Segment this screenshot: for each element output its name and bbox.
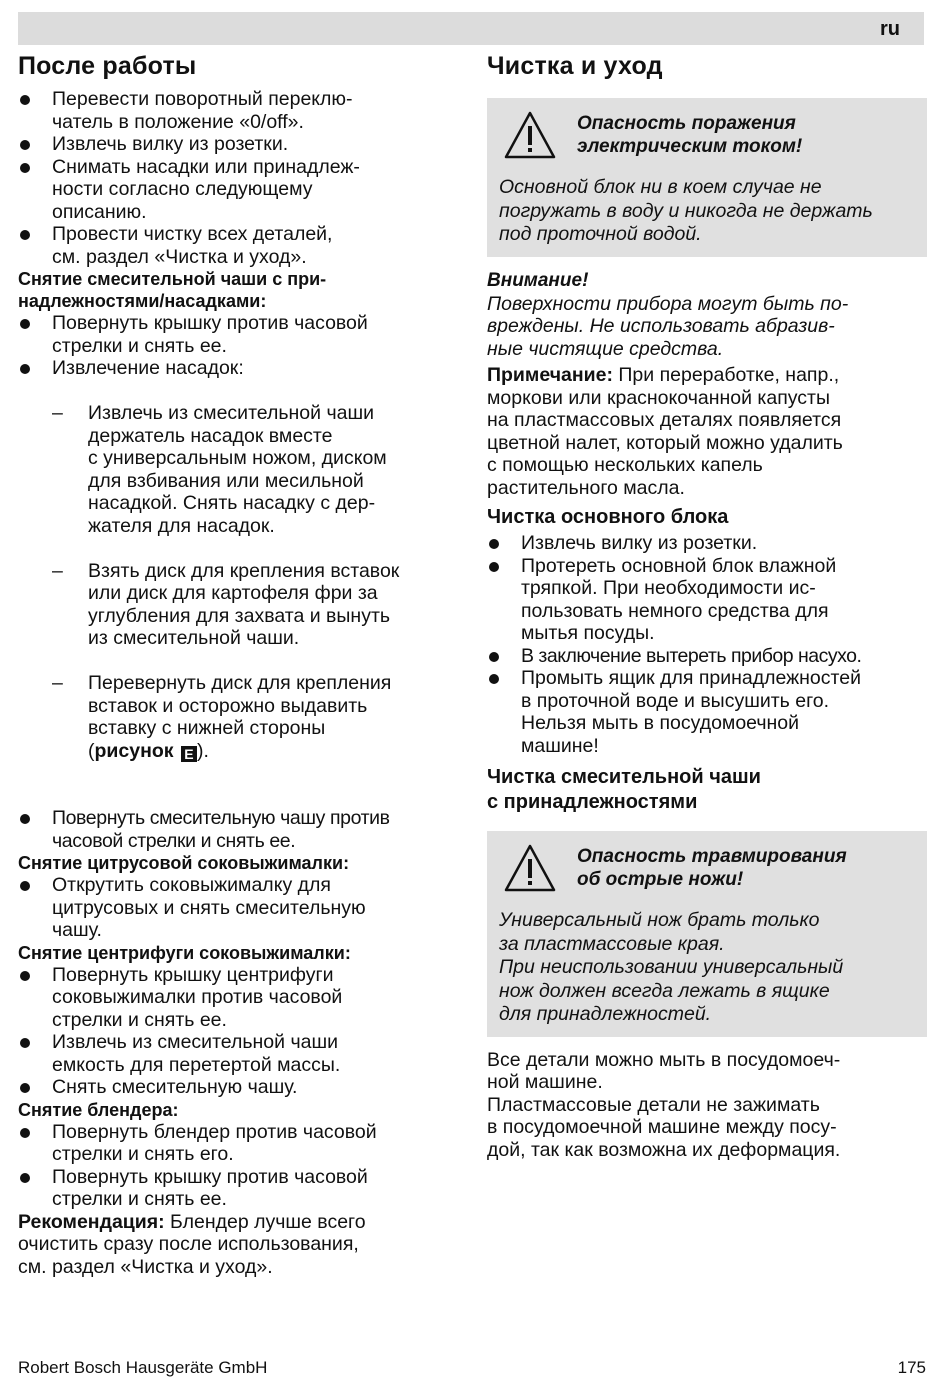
- dishwasher-note: Все детали можно мыть в посудомоеч- ной машине. Пластмассовые детали не зажимать в посудомоечной машине между посу- дой, так как возможна их деформация.: [487, 1048, 841, 1161]
- citrus-subheading: Снятие цитрусовой соковыжималки:: [18, 853, 350, 873]
- electric-shock-warning: [487, 98, 927, 257]
- note: [487, 364, 927, 499]
- base-cleaning-list: [487, 532, 927, 757]
- figure-label: рисунок: [94, 739, 174, 762]
- bullet-text: Повернуть крышку против часовой стрелки и снять ее.: [52, 1165, 368, 1210]
- blender-subheading: Снятие блендера:: [18, 1099, 179, 1120]
- base-cleaning-heading: Чистка основного блока: [487, 506, 729, 528]
- dash-text: Перевернуть диск для крепления вставок и осторожно выдавить вставку с нижней стороны: [88, 672, 392, 739]
- dash-item: [52, 560, 458, 650]
- warning-text: Универсальный нож брать только за пластмассовые края. При неиспользовании универсальный нож должен всегда лежать в ящике для принадлежностей.: [499, 909, 844, 1025]
- attention-text: Поверхности прибора могут быть по- вреждены. Не использовать абразив- ные чистящие средства.: [487, 292, 849, 360]
- header-bar: [18, 12, 924, 45]
- bullet-text: Извлечь из смесительной чаши емкость для перетертой массы.: [52, 1031, 341, 1076]
- centrifuge-subheading: Снятие центрифуги соковыжималки:: [18, 942, 351, 963]
- bullet-text: Повернуть блендер против часовой стрелки и снять его.: [52, 1120, 377, 1165]
- warning-triangle-icon: [503, 110, 557, 160]
- footer-company: Robert Bosch Hausgeräte GmbH: [18, 1358, 268, 1377]
- list-item: [487, 532, 927, 555]
- dash-text: Взять диск для крепления вставок или диск для картофеля фри за углубления для захвата и вынуть из смесительной чаши.: [88, 559, 400, 649]
- list-item: [18, 1166, 458, 1211]
- right-column: [487, 50, 927, 1161]
- bullet-text: Повернуть крышку против часовой стрелки и снять ее.: [52, 312, 368, 357]
- bullet-text: Протереть основной блок влажной тряпкой. При необходимости ис- пользовать немного средства для мытья посуды.: [521, 554, 837, 644]
- dash-text: Извлечь из смесительной чаши держатель насадок вместе с универсальным ножом, диском для взбивания или месильной насадкой. Снять насадку с дер- жателя для насадок.: [88, 402, 387, 537]
- warning-triangle-icon: [503, 843, 557, 893]
- dash-item: [52, 402, 458, 537]
- citrus-list: [18, 874, 458, 942]
- attention-title: Внимание!: [487, 269, 589, 291]
- list-item: [487, 555, 927, 645]
- list-item: [18, 88, 458, 133]
- figure-reference: [95, 740, 197, 762]
- dash-list: [52, 380, 458, 785]
- bullet-text: В заключение вытереть прибор насухо.: [521, 644, 862, 667]
- page-number: 175: [897, 1358, 926, 1377]
- warning-text: Основной блок ни в коем случае не погружать в воду и никогда не держать под проточной водой.: [499, 176, 873, 245]
- note-text: При переработке, напр., моркови или краснокочанной капусты на пластмассовых деталях появляется цветной налет, который можно удалить с помощью нескольких капель растительного масла.: [487, 364, 843, 499]
- list-item: [487, 667, 927, 757]
- blender-list: [18, 1121, 458, 1211]
- recommendation: [18, 1211, 458, 1279]
- sharp-knives-warning: [487, 831, 927, 1037]
- recommendation-label: Рекомендация:: [18, 1210, 165, 1233]
- bullet-text: Провести чистку всех деталей, см. раздел «Чистка и уход».: [52, 223, 333, 268]
- list-item: [18, 1031, 458, 1076]
- intro-list: [18, 88, 458, 268]
- bullet-text: Повернуть крышку центрифуги соковыжималки против часовой стрелки и снять ее.: [52, 963, 343, 1031]
- remove-bowl-list: [18, 312, 458, 852]
- remove-bowl-subheading: Снятие смесительной чаши с при- надлежностями/насадками:: [18, 269, 327, 311]
- list-item: [18, 156, 458, 224]
- left-column: [18, 50, 458, 1278]
- bowl-cleaning-heading: Чистка смесительной чаши с принадлежностями: [487, 766, 761, 813]
- bullet-text: Повернуть смесительную чашу против часовой стрелки и снять ее.: [52, 807, 390, 852]
- bullet-text: Извлечение насадок:: [52, 357, 244, 379]
- bullet-text: Снимать насадки или принадлеж- ности согласно следующему описанию.: [52, 155, 360, 223]
- warning-title: Опасность поражения электрическим током!: [577, 113, 803, 157]
- list-item: [18, 223, 458, 268]
- bullet-text: Снять смесительную чашу.: [52, 1076, 298, 1098]
- bullet-text: Извлечь вилку из розетки.: [521, 532, 758, 554]
- centrifuge-list: [18, 964, 458, 1099]
- list-item: [18, 312, 458, 357]
- dash-item: – Перевернуть диск для крепления вставок и осторожно выдавить вставку с нижней стороны (рисунок E ).: [52, 672, 458, 762]
- list-item: [18, 874, 458, 942]
- recommendation-text: Блендер лучше всего очистить сразу после использования, см. раздел «Чистка и уход».: [18, 1210, 366, 1278]
- bullet-text: Извлечь вилку из розетки.: [52, 133, 289, 155]
- list-item: [18, 1076, 458, 1099]
- bullet-text: Открутить соковыжималку для цитрусовых и снять смесительную чашу.: [52, 874, 366, 941]
- warning-title: Опасность травмирования об острые ножи!: [577, 846, 847, 890]
- list-item: [18, 807, 458, 852]
- list-item: [18, 964, 458, 1032]
- after-work-heading: После работы: [18, 52, 197, 80]
- language-code: ru: [880, 18, 900, 40]
- note-label: Примечание:: [487, 364, 613, 386]
- list-item: [18, 1121, 458, 1166]
- cleaning-heading: Чистка и уход: [487, 52, 663, 80]
- figure-letter-badge: E: [181, 746, 197, 762]
- bullet-text: Промыть ящик для принадлежностей в проточной воде и высушить его. Нельзя мыть в посудомоечной машине!: [521, 667, 861, 757]
- list-item: [18, 133, 458, 156]
- list-item: [18, 357, 458, 807]
- bullet-text: Перевести поворотный переклю- чатель в положение «0/off».: [52, 88, 353, 133]
- list-item: [487, 645, 927, 668]
